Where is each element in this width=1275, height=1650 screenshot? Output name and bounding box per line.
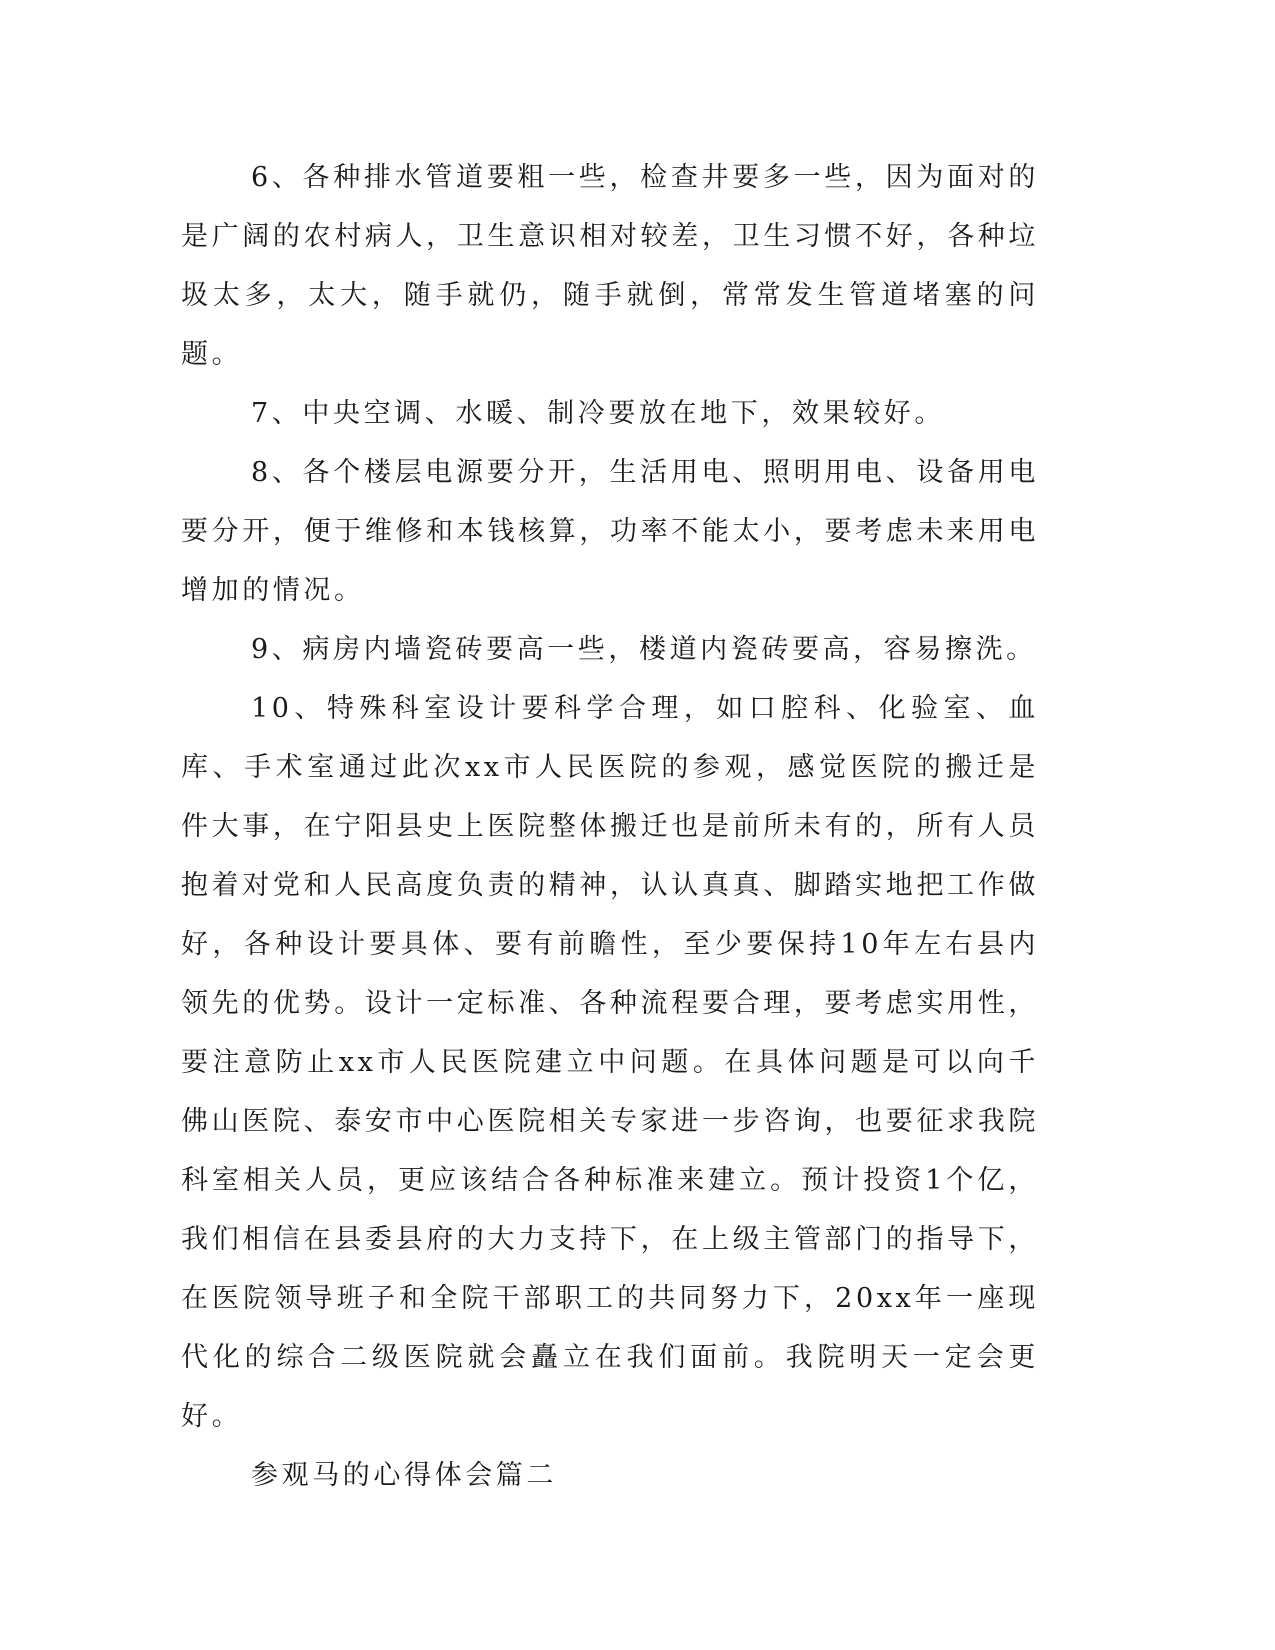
paragraph-item-7: 7、中央空调、水暖、制冷要放在地下，效果较好。 [251, 398, 945, 429]
paragraph-item-9: 9、病房内墙瓷砖要高一些，楼道内瓷砖要高，容易擦洗。 [251, 634, 1037, 665]
section-heading: 参观马的心得体会篇二 [251, 1460, 557, 1491]
paragraph-item-8: 8、各个楼层电源要分开，生活用电、照明用电、设备用电要分开，便于维修和本钱核算，功率不能太小，要考虑未来用电增加的情况。 [181, 457, 1039, 606]
paragraph-item-6: 6、各种排水管道要粗一些，检查井要多一些，因为面对的是广阔的农村病人，卫生意识相对较差，卫生习惯不好，各种垃圾太多，太大，随手就仍，随手就倒，常常发生管道堵塞的问题。 [181, 162, 1039, 370]
document-body [181, 148, 1039, 1505]
paragraph-item-10: 10、特殊科室设计要科学合理，如口腔科、化验室、血库、手术室通过此次xx市人民医院的参观，感觉医院的搬迁是件大事，在宁阳县史上医院整体搬迁也是前所未有的，所有人员抱着对党和人民高度负责的精神，认认真真、脚踏实地把工作做好，各种设计要具体、要有前瞻性，至少要保持10年左右县内领先的优势。设计一定标准、各种流程要合理，要考虑实用性，要注意防止xx市人民医院建立中问题。在具体问题是可以向千佛山医院、泰安市中心医院相关专家进一步咨询，也要征求我院科室相关人员，更应该结合各种标准来建立。预计投资1个亿，我们相信在县委县府的大力支持下，在上级主管部门的指导下，在医院领导班子和全院干部职工的共同努力下，20xx年一座现代化的综合二级医院就会矗立在我们面前。我院明天一定会更好。 [181, 693, 1039, 1432]
